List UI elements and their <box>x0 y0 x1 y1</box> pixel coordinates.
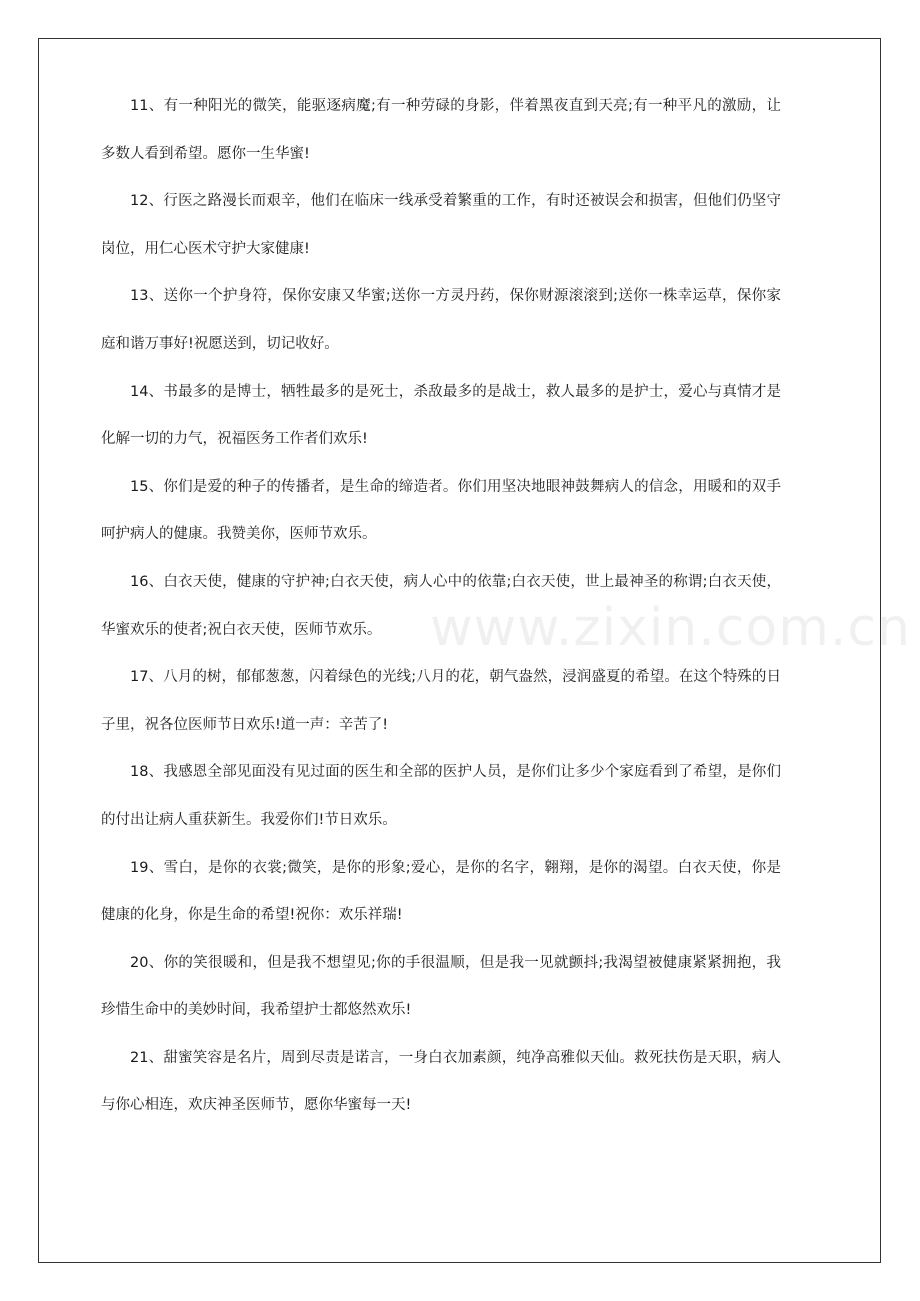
paragraph-19: 19、雪白，是你的衣裳;微笑，是你的形象;爱心，是你的名字，翱翔，是你的渴望。白衣天使，你是健康的化身，你是生命的希望!祝你：欢乐祥瑞! <box>101 859 781 924</box>
paragraph-14: 14、书最多的是博士，牺牲最多的是死士，杀敌最多的是战士，救人最多的是护士，爱心与真情才是化解一切的力气，祝福医务工作者们欢乐! <box>101 383 781 448</box>
paragraph-15: 15、你们是爱的种子的传播者，是生命的缔造者。你们用坚决地眼神鼓舞病人的信念，用暖和的双手呵护病人的健康。我赞美你，医师节欢乐。 <box>101 478 781 543</box>
document-body <box>101 83 781 1130</box>
paragraph-11: 11、有一种阳光的微笑，能驱逐病魔;有一种劳碌的身影，伴着黑夜直到天亮;有一种平凡的激励，让多数人看到希望。愿你一生华蜜! <box>101 98 781 162</box>
paragraph-18: 18、我感恩全部见面没有见过面的医生和全部的医护人员，是你们让多少个家庭看到了希望，是你们的付出让病人重获新生。我爱你们!节日欢乐。 <box>101 764 781 828</box>
paragraph-13: 13、送你一个护身符，保你安康又华蜜;送你一方灵丹药，保你财源滚滚到;送你一株幸运草，保你家庭和谐万事好!祝愿送到，切记收好。 <box>101 288 781 352</box>
paragraph-21: 21、甜蜜笑容是名片，周到尽责是诺言，一身白衣加素颜，纯净高雅似天仙。救死扶伤是天职，病人与你心相连，欢庆神圣医师节，愿你华蜜每一天! <box>101 1049 781 1114</box>
paragraph-12: 12、行医之路漫长而艰辛，他们在临床一线承受着繁重的工作，有时还被误会和损害，但他们仍坚守岗位，用仁心医术守护大家健康! <box>101 193 781 257</box>
paragraph-17: 17、八月的树，郁郁葱葱，闪着绿色的光线;八月的花，朝气盎然，浸润盛夏的希望。在这个特殊的日子里，祝各位医师节日欢乐!道一声：辛苦了! <box>101 669 781 733</box>
paragraph-20: 20、你的笑很暖和，但是我不想望见;你的手很温顺，但是我一见就颤抖;我渴望被健康紧紧拥抱，我珍惜生命中的美妙时间，我希望护士都悠然欢乐! <box>101 954 781 1019</box>
paragraph-16: 16、白衣天使，健康的守护神;白衣天使，病人心中的依靠;白衣天使，世上最神圣的称谓;白衣天使，华蜜欢乐的使者;祝白衣天使，医师节欢乐。 <box>101 573 781 638</box>
